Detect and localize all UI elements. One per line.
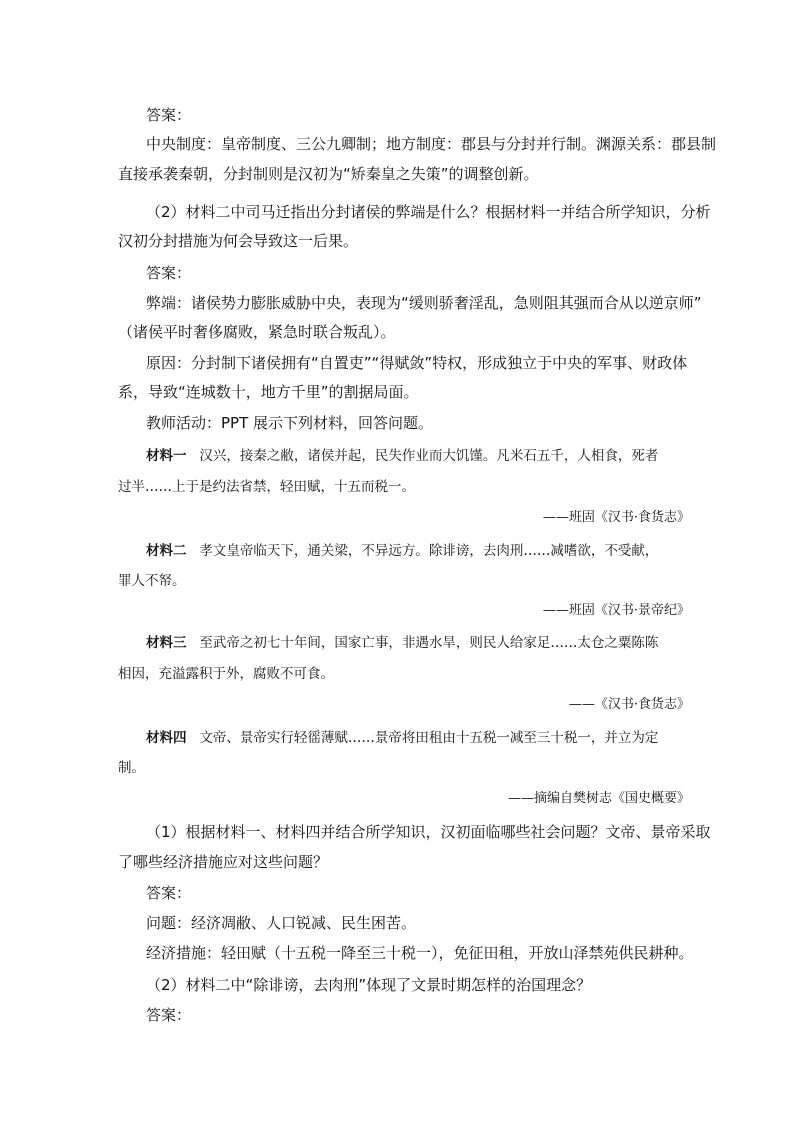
material-source: ——班固《汉书·景帝纪》 [542,603,690,618]
answer-label: 答案： [146,106,192,124]
material-label: 材料三 [146,635,187,651]
material-label: 材料四 [146,730,187,746]
material-text: 制。 [118,760,145,776]
material-two [146,541,718,561]
answer-text: 问题：经济凋敝、人口锐减、民生困苦。 [146,914,417,932]
question-text: （2）材料二中“除诽谤，去肉刑”体现了文景时期怎样的治国理念？ [146,976,592,994]
material-label: 材料二 [146,543,187,559]
question-text: （1）根据材料一、材料四并结合所学知识，汉初面临哪些社会问题？文帝、景帝采取 [146,823,711,841]
material-text: 相因，充溢露积于外，腐败不可食。 [118,666,334,682]
answer-text: 中央制度：皇帝制度、三公九卿制；地方制度：郡县与分封并行制。渊源关系：郡县制 [146,135,717,153]
question-text: 汉初分封措施为何会导致这一后果。 [118,232,359,250]
material-three [146,633,718,653]
material-text: 汉兴，接秦之敝，诸侯并起，民失作业而大饥馑。凡米石五千，人相食，死者 [199,448,659,464]
material-text: 罪人不帑。 [118,573,186,589]
answer-text: 直接承袭秦朝，分封制则是汉初为“矫秦皇之失策”的调整创新。 [118,165,539,183]
teacher-activity: 教师活动：PPT 展示下列材料，回答问题。 [146,414,434,432]
question-text: 了哪些经济措施应对这些问题？ [118,853,329,871]
material-text: 过半……上于是约法省禁，轻田赋，十五而税一。 [118,479,415,495]
material-source: ——摘编自樊树志《国史概要》 [507,791,690,806]
material-text: 文帝、景帝实行轻徭薄赋……景帝将田租由十五税一减至三十税一，并立为定 [199,730,659,746]
question-text: （2）材料二中司马迁指出分封诸侯的弊端是什么？根据材料一并结合所学知识，分析 [146,203,711,221]
material-one [146,446,718,466]
answer-label: 答案： [146,264,192,282]
material-source: ——《汉书·食货志》 [568,697,690,712]
answer-label: 答案： [146,884,192,902]
answer-text: 系，导致“连城数十，地方千里”的割据局面。 [118,383,419,401]
answer-label: 答案： [146,1006,192,1024]
material-label: 材料一 [146,448,187,464]
answer-text: 原因：分封制下诸侯拥有“自置吏”“得赋敛”特权，形成独立于中央的军事、财政体 [146,354,688,372]
material-source: ——班固《汉书·食货志》 [542,510,690,525]
answer-text: 经济措施：轻田赋（十五税一降至三十税一），免征田租，开放山泽禁苑供民耕种。 [146,944,694,962]
answer-text: （诸侯平时奢侈腐败，紧急时联合叛乱）。 [118,323,396,341]
material-four [146,728,718,748]
answer-text: 弊端：诸侯势力膨胀威胁中央，表现为“缓则骄奢淫乱，急则阻其强而合从以逆京师” [146,294,702,312]
material-text: 至武帝之初七十年间，国家亡事，非遇水旱，则民人给家足……太仓之粟陈陈 [199,635,659,651]
material-text: 孝文皇帝临天下，通关梁，不异远方。除诽谤，去肉刑……减嗜欲，不受献， [199,543,659,559]
